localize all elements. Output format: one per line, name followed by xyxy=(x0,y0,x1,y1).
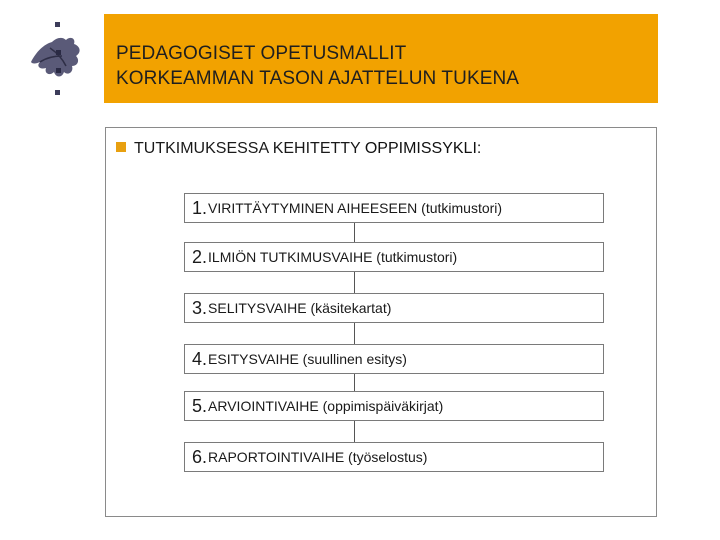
title-banner xyxy=(104,14,658,103)
cycle-step xyxy=(184,193,604,223)
cycle-step xyxy=(184,344,604,374)
cycle-step xyxy=(184,391,604,421)
page-title-line-1: PEDAGOGISET OPETUSMALLIT xyxy=(116,43,407,64)
content-panel xyxy=(105,127,657,517)
connector-line xyxy=(354,223,355,242)
connector-line xyxy=(354,421,355,442)
intro-emphasis: OPPIMISSYKLI xyxy=(364,140,477,157)
connector-line xyxy=(354,272,355,293)
cycle-step xyxy=(184,442,604,472)
step-number: 1. xyxy=(192,197,208,218)
step-number: 4. xyxy=(192,348,208,369)
step-label: ESITYSVAIHE (suullinen esitys) xyxy=(208,351,407,367)
university-logo-icon xyxy=(26,22,86,96)
square-bullet-icon xyxy=(116,142,126,152)
page-title-line-2: KORKEAMMAN TASON AJATTELUN TUKENA xyxy=(116,68,520,89)
step-label: ILMIÖN TUTKIMUSVAIHE (tutkimustori) xyxy=(208,249,458,265)
step-label: ARVIOINTIVAIHE (oppimispäiväkirjat) xyxy=(208,398,444,414)
step-number: 3. xyxy=(192,297,208,318)
connector-line xyxy=(354,323,355,344)
step-label: RAPORTOINTIVAIHE (työselostus) xyxy=(208,449,428,465)
intro-suffix: : xyxy=(476,140,482,157)
connector-line xyxy=(354,374,355,391)
step-number: 5. xyxy=(192,395,208,416)
step-number: 2. xyxy=(192,246,208,267)
intro-text: TUTKIMUKSESSA KEHITETTY xyxy=(134,140,365,157)
learning-cycle-steps xyxy=(184,128,606,516)
step-number: 6. xyxy=(192,446,208,467)
cycle-step xyxy=(184,242,604,272)
step-label: VIRITTÄYTYMINEN AIHEESEEN (tutkimustori) xyxy=(208,200,503,216)
cycle-step xyxy=(184,293,604,323)
step-label: SELITYSVAIHE (käsitekartat) xyxy=(208,300,392,316)
